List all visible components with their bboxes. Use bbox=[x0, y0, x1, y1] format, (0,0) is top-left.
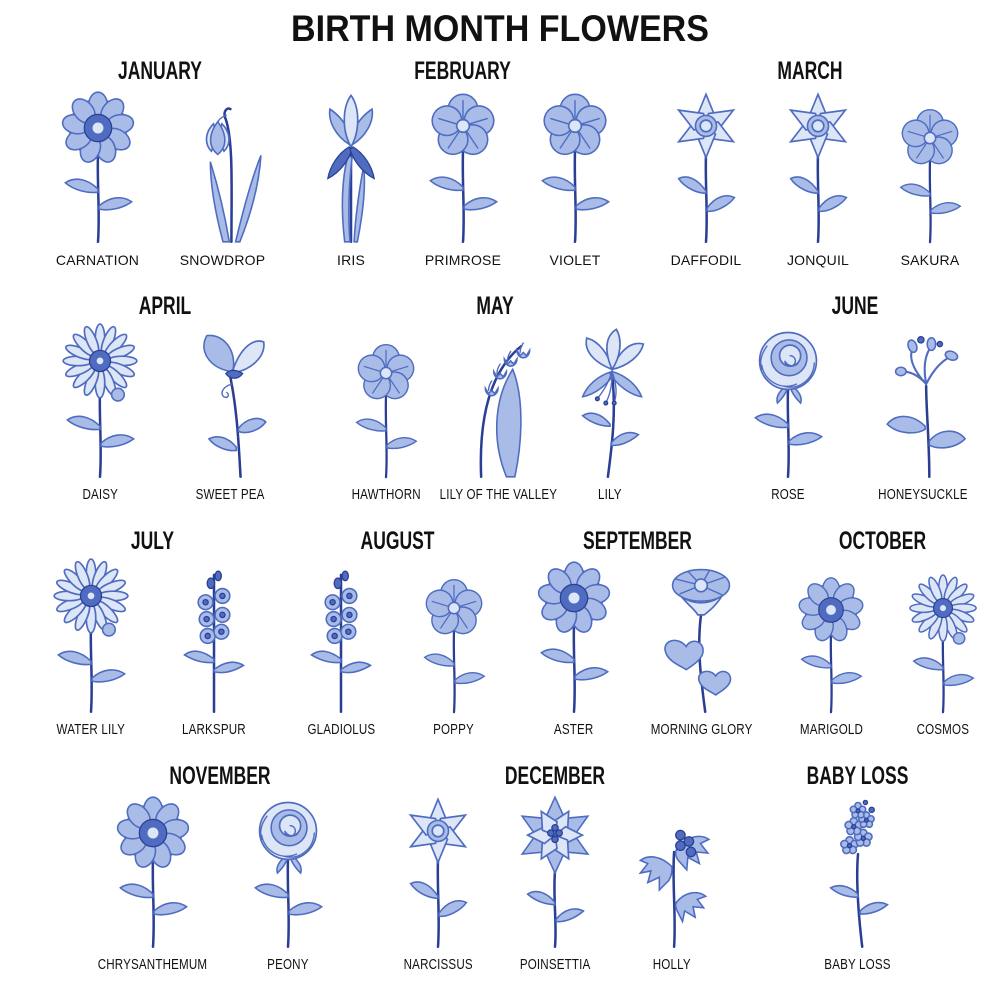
chrysanthemum-illustration bbox=[98, 793, 208, 951]
flower-label: SAKURA bbox=[900, 252, 960, 268]
month-title-october: OCTOBER bbox=[838, 527, 927, 555]
month-group-april bbox=[35, 291, 295, 503]
month-group-june bbox=[720, 291, 990, 503]
violet-illustration bbox=[520, 88, 630, 246]
flower-label: LILY bbox=[598, 487, 622, 503]
carnation-illustration bbox=[43, 88, 153, 246]
flower-honeysuckle bbox=[867, 323, 979, 503]
flower-poinsettia bbox=[499, 793, 611, 973]
aster-illustration bbox=[519, 558, 629, 716]
lily-of-the-valley-illustration bbox=[443, 323, 553, 481]
page-title: BIRTH MONTH FLOWERS bbox=[291, 8, 709, 49]
month-group-august bbox=[285, 526, 510, 738]
water-lily-illustration bbox=[36, 558, 146, 716]
flower-label: SNOWDROP bbox=[179, 252, 266, 268]
baby-loss-illustration bbox=[803, 793, 913, 951]
flower-snowdrop bbox=[167, 88, 279, 268]
flower-label: HAWTHORN bbox=[351, 487, 421, 503]
flower-primrose bbox=[407, 88, 519, 268]
flower-holly bbox=[616, 793, 728, 973]
flower-narcissus bbox=[382, 793, 494, 973]
month-group-october bbox=[775, 526, 990, 738]
poinsettia-illustration bbox=[500, 793, 610, 951]
month-group-baby-loss bbox=[770, 761, 945, 973]
flower-marigold bbox=[775, 558, 887, 738]
flower-label: SWEET PEA bbox=[195, 487, 265, 503]
flower-rose bbox=[732, 323, 844, 503]
flower-label: CARNATION bbox=[55, 252, 140, 268]
flower-daisy bbox=[44, 323, 156, 503]
flower-lily bbox=[554, 323, 666, 503]
flower-label: VIOLET bbox=[549, 252, 601, 268]
flower-label: HONEYSUCKLE bbox=[877, 487, 968, 503]
gladiolus-illustration bbox=[286, 558, 396, 716]
flower-label: LARKSPUR bbox=[181, 722, 246, 738]
flower-label: PRIMROSE bbox=[424, 252, 502, 268]
month-title-april: APRIL bbox=[138, 292, 192, 320]
lily-illustration bbox=[555, 323, 665, 481]
month-group-january bbox=[35, 56, 285, 268]
month-title-baby-loss: BABY LOSS bbox=[806, 762, 909, 790]
month-title-february: FEBRUARY bbox=[414, 57, 511, 85]
month-title-december: DECEMBER bbox=[504, 762, 606, 790]
daffodil-illustration bbox=[651, 88, 761, 246]
flower-peony bbox=[232, 793, 344, 973]
flower-label: ROSE bbox=[770, 487, 805, 503]
snowdrop-illustration bbox=[168, 88, 278, 246]
flower-chrysanthemum bbox=[97, 793, 209, 973]
flower-jonquil bbox=[762, 88, 874, 268]
flower-label: IRIS bbox=[336, 252, 366, 268]
peony-illustration bbox=[233, 793, 343, 951]
month-group-november bbox=[85, 761, 355, 973]
month-group-march bbox=[650, 56, 970, 268]
month-title-november: NOVEMBER bbox=[169, 762, 271, 790]
flower-label: MARIGOLD bbox=[799, 722, 863, 738]
flower-baby-loss bbox=[802, 793, 914, 973]
month-group-september bbox=[510, 526, 765, 738]
flower-water-lily bbox=[35, 558, 147, 738]
flower-daffodil bbox=[650, 88, 762, 268]
narcissus-illustration bbox=[383, 793, 493, 951]
cosmos-illustration bbox=[894, 574, 992, 716]
flower-label: JONQUIL bbox=[786, 252, 850, 268]
flower-hawthorn bbox=[330, 323, 442, 503]
flower-gladiolus bbox=[285, 558, 397, 738]
flower-larkspur bbox=[158, 558, 270, 738]
month-group-may bbox=[330, 291, 660, 503]
flower-carnation bbox=[42, 88, 154, 268]
flower-label: DAFFODIL bbox=[670, 252, 742, 268]
month-title-september: SEPTEMBER bbox=[583, 527, 692, 555]
flower-label: NARCISSUS bbox=[403, 957, 473, 973]
flower-label: ASTER bbox=[554, 722, 594, 738]
flower-label: WATER LILY bbox=[57, 722, 126, 738]
flower-violet bbox=[519, 88, 631, 268]
month-group-december bbox=[380, 761, 730, 973]
rose-illustration bbox=[733, 323, 843, 481]
month-title-august: AUGUST bbox=[360, 527, 435, 555]
poppy-illustration bbox=[405, 574, 503, 716]
sakura-illustration bbox=[881, 104, 979, 246]
flower-label: PEONY bbox=[266, 957, 309, 973]
morning-glory-illustration bbox=[646, 558, 756, 716]
flower-label: DAISY bbox=[82, 487, 118, 503]
flower-sweet-pea bbox=[174, 323, 286, 503]
month-title-june: JUNE bbox=[831, 292, 879, 320]
flower-aster bbox=[518, 558, 630, 738]
flower-label: HOLLY bbox=[652, 957, 691, 973]
month-title-july: JULY bbox=[130, 527, 175, 555]
flower-label: MORNING GLORY bbox=[650, 722, 753, 738]
month-title-january: JANUARY bbox=[118, 57, 202, 85]
flower-label: COSMOS bbox=[916, 722, 970, 738]
daisy-illustration bbox=[45, 323, 155, 481]
honeysuckle-illustration bbox=[868, 323, 978, 481]
sweet-pea-illustration bbox=[175, 323, 285, 481]
marigold-illustration bbox=[782, 574, 880, 716]
larkspur-illustration bbox=[159, 558, 269, 716]
primrose-illustration bbox=[408, 88, 518, 246]
flower-label: GLADIOLUS bbox=[307, 722, 376, 738]
flower-sakura bbox=[874, 88, 986, 268]
flower-poppy bbox=[398, 558, 510, 738]
month-title-march: MARCH bbox=[777, 57, 843, 85]
hawthorn-illustration bbox=[337, 339, 435, 481]
flower-label: POINSETTIA bbox=[519, 957, 591, 973]
flower-iris bbox=[295, 88, 407, 268]
iris-illustration bbox=[296, 88, 406, 246]
flower-label: POPPY bbox=[433, 722, 475, 738]
flower-label: BABY LOSS bbox=[824, 957, 891, 973]
month-title-may: MAY bbox=[476, 292, 514, 320]
flower-label: LILY OF THE VALLEY bbox=[439, 487, 557, 503]
flower-label: CHRYSANTHEMUM bbox=[97, 957, 208, 973]
holly-illustration bbox=[617, 793, 727, 951]
jonquil-illustration bbox=[763, 88, 873, 246]
flower-lily-of-the-valley bbox=[439, 323, 557, 503]
flower-morning-glory bbox=[645, 558, 757, 738]
month-group-february bbox=[295, 56, 630, 268]
month-group-july bbox=[30, 526, 275, 738]
flower-cosmos bbox=[887, 558, 999, 738]
